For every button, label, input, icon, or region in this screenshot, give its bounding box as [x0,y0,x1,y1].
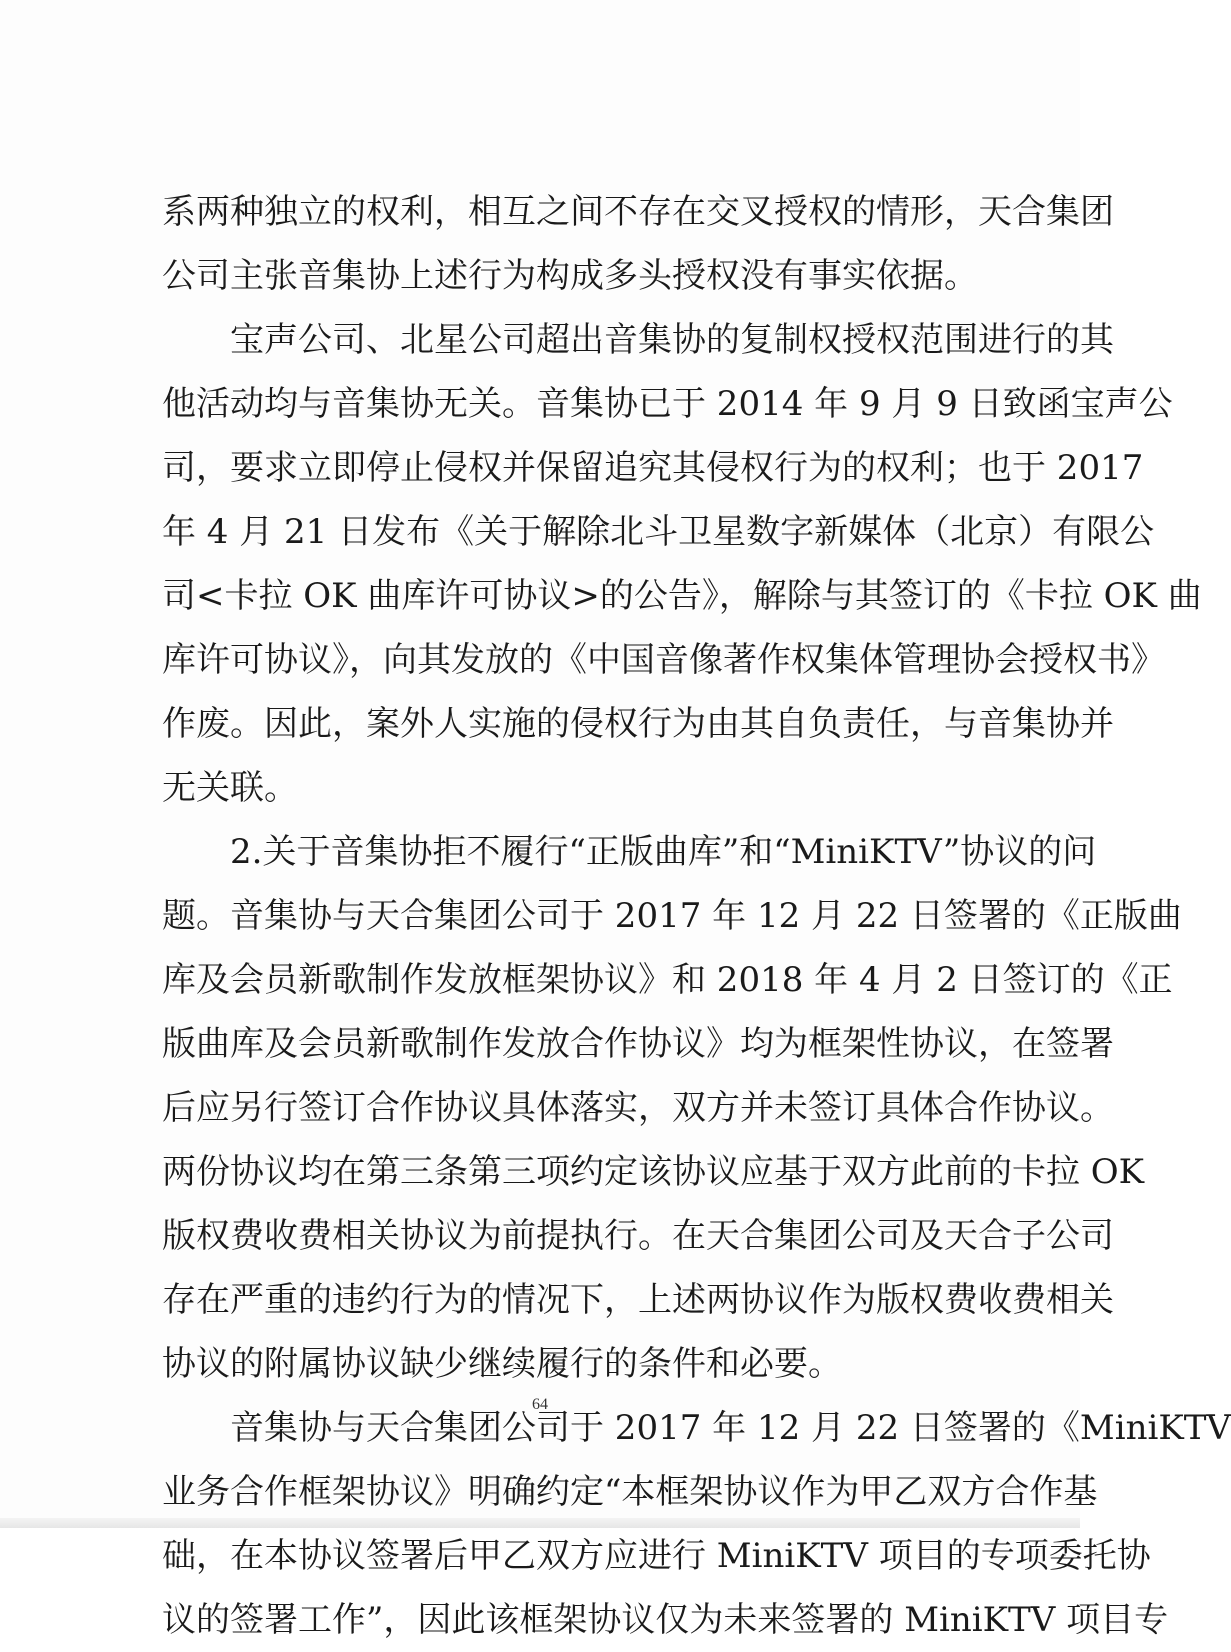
document-body [162,180,1231,1652]
text-line: 库及会员新歌制作发放框架协议》和 2018 年 4 月 2 日签订的《正 [162,960,1173,1000]
text-line: 无关联。 [162,768,298,808]
text-line: 音集协与天合集团公司于 2017 年 12 月 22 日签署的《MiniKTV [162,1408,1231,1448]
text-line: 他活动均与音集协无关。音集协已于 2014 年 9 月 9 日致函宝声公 [162,384,1173,424]
text-line: 系两种独立的权利，相互之间不存在交叉授权的情形，天合集团 [162,192,1114,232]
text-line: 司，要求立即停止侵权并保留追究其侵权行为的权利；也于 2017 [162,448,1144,488]
page-bottom-edge [0,1518,1080,1528]
page-number: 64 [532,1396,548,1413]
text-line: 业务合作框架协议》明确约定“本框架协议作为甲乙双方合作基 [162,1472,1098,1512]
text-line: 作废。因此，案外人实施的侵权行为由其自负责任，与音集协并 [162,704,1114,744]
text-line: 后应另行签订合作协议具体落实，双方并未签订具体合作协议。 [162,1088,1114,1128]
text-line: 宝声公司、北星公司超出音集协的复制权授权范围进行的其 [162,320,1114,360]
text-line: 议的签署工作”，因此该框架协议仅为未来签署的 MiniKTV 项目专 [162,1600,1169,1640]
text-line: 司<卡拉 OK 曲库许可协议>的公告》，解除与其签订的《卡拉 OK 曲 [162,576,1202,616]
text-line: 版曲库及会员新歌制作发放合作协议》均为框架性协议，在签署 [162,1024,1114,1064]
text-line: 础，在本协议签署后甲乙双方应进行 MiniKTV 项目的专项委托协 [162,1536,1151,1576]
text-line: 年 4 月 21 日发布《关于解除北斗卫星数字新媒体（北京）有限公 [162,512,1155,552]
text-line: 版权费收费相关协议为前提执行。在天合集团公司及天合子公司 [162,1216,1114,1256]
text-line: 题。音集协与天合集团公司于 2017 年 12 月 22 日签署的《正版曲 [162,896,1182,936]
text-line: 2.关于音集协拒不履行“正版曲库”和“MiniKTV”协议的问 [162,832,1097,872]
text-line: 库许可协议》，向其发放的《中国音像著作权集体管理协会授权书》 [162,640,1165,680]
text-line: 协议的附属协议缺少继续履行的条件和必要。 [162,1344,842,1384]
text-line: 两份协议均在第三条第三项约定该协议应基于双方此前的卡拉 OK [162,1152,1145,1192]
text-line: 公司主张音集协上述行为构成多头授权没有事实依据。 [162,256,978,296]
text-line: 存在严重的违约行为的情况下，上述两协议作为版权费收费相关 [162,1280,1114,1320]
